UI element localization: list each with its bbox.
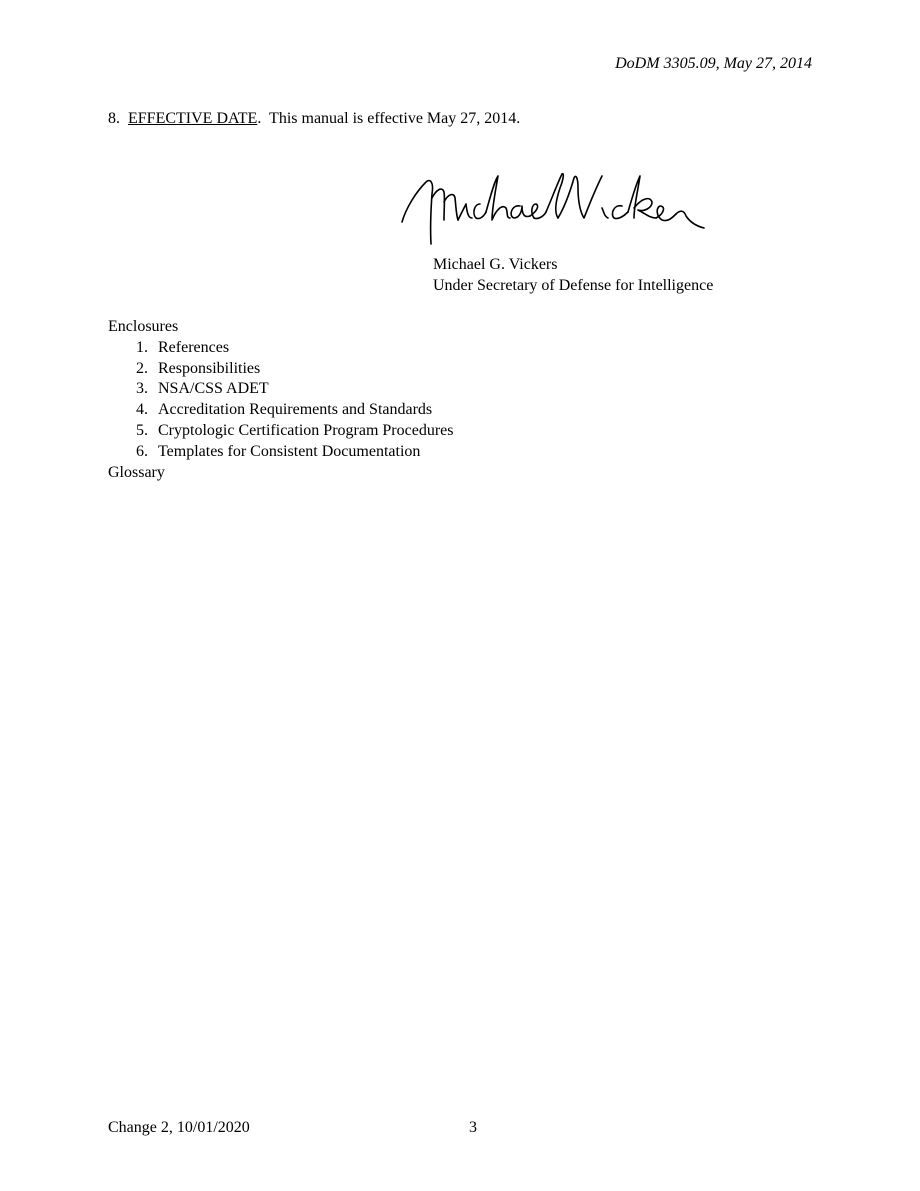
enclosure-label: Templates for Consistent Documentation [158, 442, 421, 460]
enclosure-label: References [158, 338, 230, 356]
signer-title: Under Secretary of Defense for Intelligence [433, 276, 714, 294]
enclosures-heading: Enclosures [108, 318, 179, 335]
enclosure-item [136, 421, 453, 442]
section-heading: EFFECTIVE DATE [128, 110, 258, 127]
section-heading-period: . [257, 110, 262, 127]
enclosure-number: 4. [136, 401, 148, 419]
page-number: 3 [469, 1119, 477, 1136]
enclosure-item [136, 379, 453, 400]
enclosure-number: 6. [136, 442, 148, 460]
enclosure-label: NSA/CSS ADET [158, 380, 269, 398]
enclosure-item [136, 359, 453, 380]
enclosure-item [136, 400, 453, 421]
enclosure-item [136, 442, 453, 463]
enclosure-items [108, 338, 453, 463]
signer-block [433, 255, 713, 296]
enclosure-number: 5. [136, 421, 148, 439]
signer-name: Michael G. Vickers [433, 256, 558, 273]
enclosure-label: Accreditation Requirements and Standards [158, 401, 433, 419]
section-number: 8. [108, 110, 120, 127]
enclosure-number: 2. [136, 359, 148, 377]
handwritten-signature [398, 168, 708, 250]
section-text: This manual is effective May 27, 2014. [269, 110, 521, 127]
enclosure-item [136, 338, 453, 359]
effective-date-paragraph [108, 109, 520, 129]
enclosure-number: 1. [136, 338, 148, 356]
enclosure-label: Responsibilities [158, 359, 261, 377]
enclosures-list [108, 317, 453, 483]
enclosure-number: 3. [136, 380, 148, 398]
glossary-entry: Glossary [108, 463, 165, 481]
running-header: DoDM 3305.09, May 27, 2014 [615, 55, 812, 72]
enclosure-label: Cryptologic Certification Program Procedures [158, 421, 454, 439]
footer-change-notice: Change 2, 10/01/2020 [108, 1119, 250, 1136]
